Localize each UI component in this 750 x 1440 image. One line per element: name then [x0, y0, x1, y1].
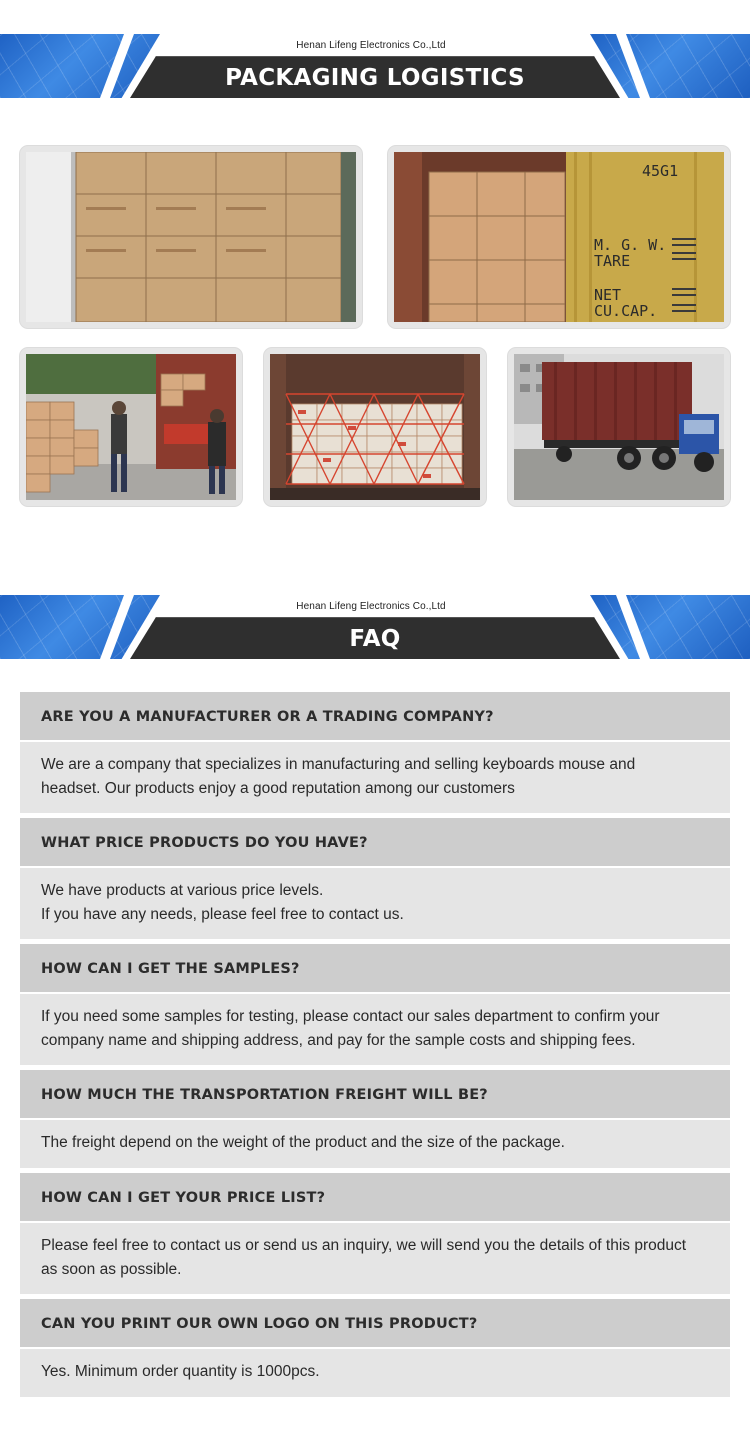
faq-item — [20, 1070, 730, 1168]
container-id-label: 45G1 — [642, 162, 679, 180]
faq-item — [20, 818, 730, 939]
container-net-label: NET — [594, 286, 622, 304]
faq-answer-line: We are a company that specializes in manufacturing and selling keyboards mouse and — [41, 756, 636, 773]
faq-answer-line: Yes. Minimum order quantity is 1000pcs. — [41, 1363, 320, 1380]
faq-answer — [20, 1120, 730, 1168]
container-net-image — [270, 354, 480, 500]
faq-item — [20, 692, 730, 813]
faq-item — [20, 1173, 730, 1294]
photo-container-truck — [508, 348, 730, 506]
container-mgw-label: M. G. W. — [594, 236, 667, 254]
faq-answer-line: as soon as possible. — [41, 1261, 182, 1278]
photo-container-door — [388, 146, 730, 328]
container-tare-label: TARE — [594, 252, 631, 270]
faq-answer-line: If you have any needs, please feel free to contact us. — [41, 906, 404, 923]
faq-answer-line: If you need some samples for testing, please contact our sales department to confirm your — [41, 1008, 660, 1025]
boxes-image — [26, 152, 356, 322]
faq-question: WHAT PRICE PRODUCTS DO YOU HAVE? — [20, 818, 730, 866]
faq-item — [20, 1299, 730, 1397]
photo-workers-loading — [20, 348, 242, 506]
section-title: PACKAGING LOGISTICS — [225, 65, 525, 91]
container-door-image — [394, 152, 724, 322]
workers-image — [26, 354, 236, 500]
photo-image — [270, 354, 480, 500]
faq-item — [20, 944, 730, 1065]
photo-container-net — [264, 348, 486, 506]
faq-answer — [20, 1223, 730, 1294]
photo-image — [26, 354, 236, 500]
faq-answer-line: Please feel free to contact us or send us an inquiry, we will send you the details of this product — [41, 1237, 687, 1254]
faq-answer-line: company name and shipping address, and pay for the sample costs and shipping fees. — [41, 1032, 636, 1049]
faq-question: CAN YOU PRINT OUR OWN LOGO ON THIS PRODUCT? — [20, 1299, 730, 1347]
section-title: FAQ — [349, 626, 401, 652]
container-cucap-label: CU.CAP. — [594, 302, 658, 320]
faq-question: HOW MUCH THE TRANSPORTATION FREIGHT WILL BE? — [20, 1070, 730, 1118]
faq-answer-line: We have products at various price levels. — [41, 882, 324, 899]
faq-question: HOW CAN I GET YOUR PRICE LIST? — [20, 1173, 730, 1221]
photo-image — [26, 152, 356, 322]
photo-image — [514, 354, 724, 500]
faq-banner — [0, 595, 750, 661]
packaging-banner — [0, 34, 750, 100]
faq-answer — [20, 994, 730, 1065]
photo-boxes-stacked — [20, 146, 362, 328]
faq-answer-line: headset. Our products enjoy a good reputation among our customers — [41, 780, 515, 797]
faq-answer — [20, 868, 730, 939]
faq-answer — [20, 742, 730, 813]
faq-answer-line: The freight depend on the weight of the product and the size of the package. — [41, 1134, 565, 1151]
faq-question: ARE YOU A MANUFACTURER OR A TRADING COMPANY? — [20, 692, 730, 740]
truck-image — [514, 354, 724, 500]
company-name: Henan Lifeng Electronics Co.,Ltd — [296, 601, 446, 612]
faq-answer — [20, 1349, 730, 1397]
faq-question: HOW CAN I GET THE SAMPLES? — [20, 944, 730, 992]
photo-image — [394, 152, 724, 322]
company-name: Henan Lifeng Electronics Co.,Ltd — [296, 40, 446, 51]
